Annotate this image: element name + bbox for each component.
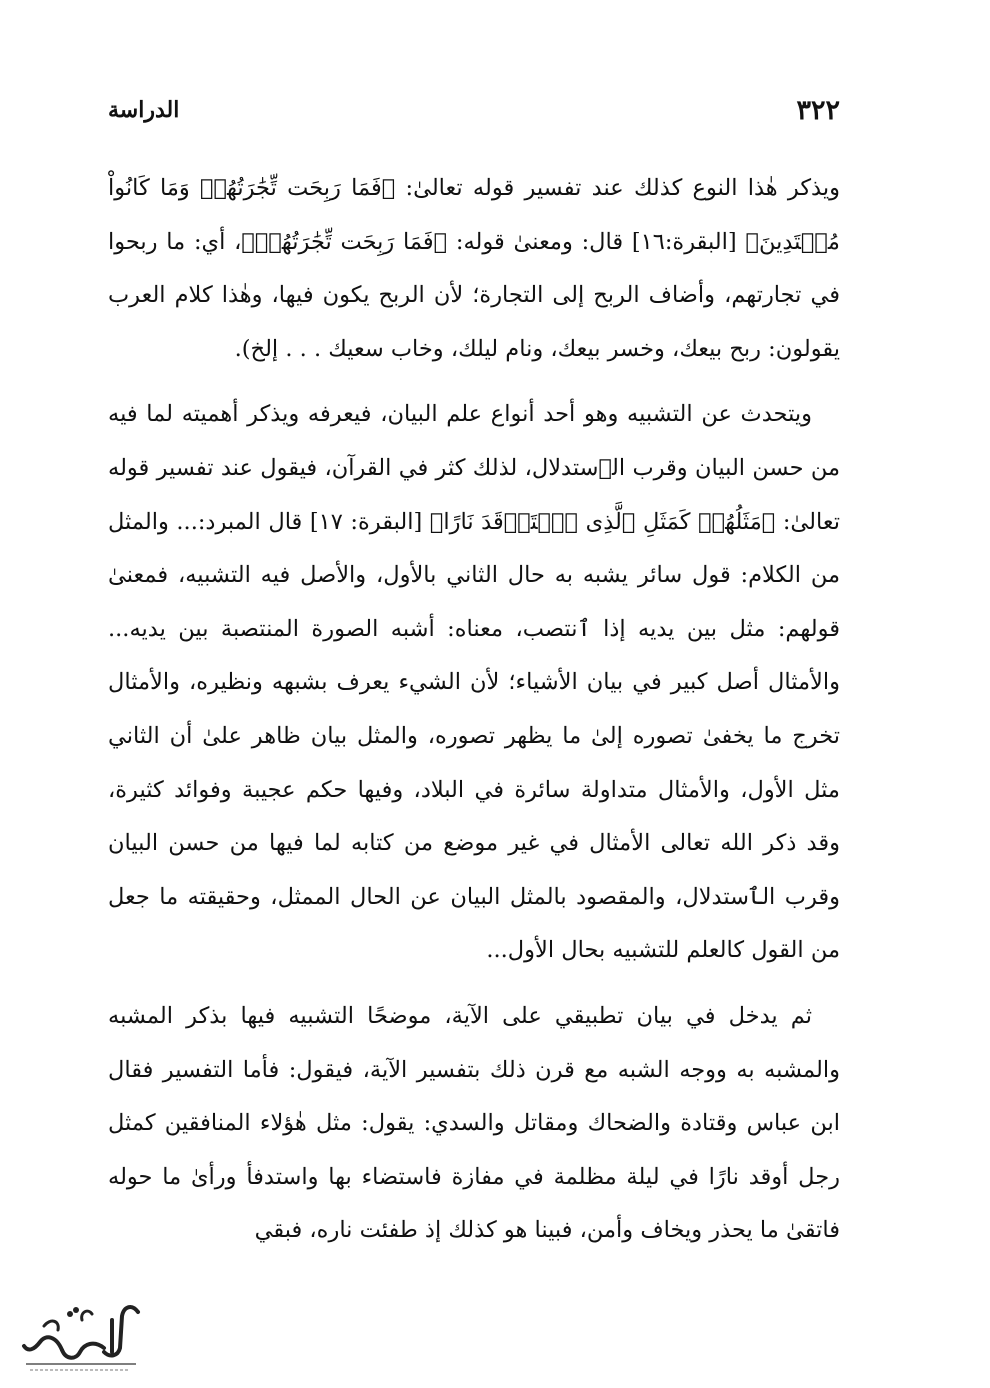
running-title: الدراسة	[108, 97, 180, 123]
paragraph-3: ثم يدخل في بيان تطبيقي على الآية، موضحًا التشبيه فيها بذكر المشبه والمشبه به ووجه الشبه مع قرن ذلك بتفسير الآية، فيقول: فأما التفسير فقال ابن عباس وقتادة والضحاك ومقاتل والسدي: يقول: مثل هٰؤلاء المنافقين كمثل رجل أوقد نارًا في ليلة مظلمة في مفازة فاستضاء بها واستدفأ ورأىٰ ما حوله فاتقىٰ ما يحذر ويخاف وأمن، فبينا هو كذلك إذ طفئت ناره، فبقي	[108, 1002, 840, 1244]
page-header	[108, 95, 840, 135]
paragraph-2: ويتحدث عن التشبيه وهو أحد أنواع علم البيان، فيعرفه ويذكر أهميته لما فيه من حسن البيان وقرب الٱستدلال، لذلك كثر في القرآن، فيقول عند تفسير قوله تعالىٰ: ﴿مَثَلُهُمۡ كَمَثَلِ ٱلَّذِى ٱسۡتَوۡقَدَ نَارًا﴾ [البقرة: ١٧] قال المبرد:... والمثل من الكلام: قول سائر يشبه به حال الثاني بالأول، والأصل فيه التشبيه، فمعنىٰ قولهم: مثل بين يديه إذا ٱنتصب، معناه: أشبه الصورة المنتصبة بين يديه... والأمثال أصل كبير في بيان الأشياء؛ لأن الشيء يعرف بشبهه ونظيره، والأمثال تخرج ما يخفىٰ تصوره إلىٰ ما يظهر تصوره، والمثل بيان ظاهر علىٰ أن الثاني مثل الأول، والأمثال متداولة سائرة في البلاد، وفيها حكم عجيبة وفوائد كثيرة، وقد ذكر الله تعالى الأمثال في غير موضع من كتابه لما فيها من حسن البيان وقرب الٱستدلال، والمقصود بالمثل البيان عن الحال الممثل، وحقيقته ما جعل من القول كالعلم للتشبيه بحال الأول...	[108, 401, 840, 964]
paragraph-1: ويذكر هٰذا النوع كذلك عند تفسير قوله تعالىٰ: ﴿فَمَا رَبِحَت تِّجَٰرَتُهُمۡ وَمَا كَانُواْ مُهۡتَدِينَ﴾ [البقرة:١٦] قال: ومعنىٰ قوله: ﴿فَمَا رَبِحَت تِّجَٰرَتُهُمۡ﴾، أي: ما ربحوا في تجارتهم، وأضاف الربح إلى التجارة؛ لأن الربح يكون فيها، وهٰذا كلام العرب يقولون: ربح بيعك، وخسر بيعك، ونام ليلك، وخاب سعيك . . . إلخ).	[108, 175, 840, 362]
main-text	[108, 162, 840, 1270]
publisher-logo	[10, 1290, 150, 1380]
page-number: ٣٢٢	[796, 95, 840, 126]
